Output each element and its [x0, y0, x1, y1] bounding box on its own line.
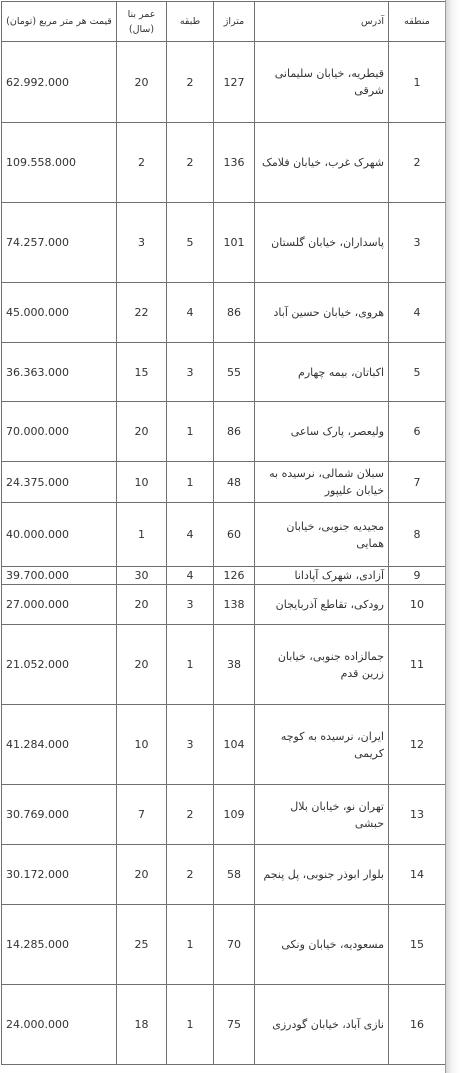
row-floor-cell: 1	[167, 905, 214, 985]
row-age-cell: 22	[117, 283, 167, 343]
row-age-cell: 7	[117, 785, 167, 845]
row-floor-cell: 1	[167, 625, 214, 705]
row-age-cell: 10	[117, 462, 167, 503]
row-floor-cell: 1	[167, 462, 214, 503]
row-region-cell: 12	[389, 705, 446, 785]
row-address-cell: سبلان شمالی، نرسیده به خیابان علیپور	[255, 462, 389, 503]
row-address-cell: پاسداران، خیابان گلستان	[255, 203, 389, 283]
table-row	[2, 845, 446, 905]
row-address-cell: اکباتان، بیمه چهارم	[255, 343, 389, 402]
row-region-cell: 6	[389, 402, 446, 462]
row-price-cell: 74.257.000	[2, 203, 117, 283]
row-floor-cell: 4	[167, 567, 214, 585]
table-row	[2, 905, 446, 985]
row-floor-cell: 2	[167, 785, 214, 845]
row-area-cell: 126	[214, 567, 255, 585]
table-row	[2, 283, 446, 343]
row-price-cell: 70.000.000	[2, 402, 117, 462]
row-address-cell: ایران، نرسیده به کوچه کریمی	[255, 705, 389, 785]
row-price-cell: 27.000.000	[2, 585, 117, 625]
row-region-cell: 13	[389, 785, 446, 845]
row-region-cell: 2	[389, 123, 446, 203]
row-region-cell: 1	[389, 42, 446, 123]
row-price-cell: 30.172.000	[2, 845, 117, 905]
row-area-cell: 55	[214, 343, 255, 402]
row-age-cell: 15	[117, 343, 167, 402]
row-area-cell: 109	[214, 785, 255, 845]
row-price-cell: 109.558.000	[2, 123, 117, 203]
row-address-cell: مجیدیه جنوبی، خیابان همایی	[255, 503, 389, 567]
header-row	[2, 2, 446, 42]
row-age-cell: 20	[117, 42, 167, 123]
row-address-cell: هروی، خیابان حسین آباد	[255, 283, 389, 343]
row-region-cell: 3	[389, 203, 446, 283]
row-region-cell: 15	[389, 905, 446, 985]
header-age: عمر بنا (سال)	[117, 2, 167, 42]
row-floor-cell: 3	[167, 343, 214, 402]
row-area-cell: 60	[214, 503, 255, 567]
row-age-cell: 20	[117, 402, 167, 462]
row-region-cell: 16	[389, 985, 446, 1065]
row-address-cell: نازی آباد، خیابان گودرزی	[255, 985, 389, 1065]
header-address: آدرس	[255, 2, 389, 42]
row-region-cell: 14	[389, 845, 446, 905]
row-age-cell: 30	[117, 567, 167, 585]
table-row	[2, 42, 446, 123]
row-age-cell: 3	[117, 203, 167, 283]
row-area-cell: 138	[214, 585, 255, 625]
table-row	[2, 402, 446, 462]
row-area-cell: 75	[214, 985, 255, 1065]
row-price-cell: 21.052.000	[2, 625, 117, 705]
row-address-cell: شهرک غرب، خیابان فلامک	[255, 123, 389, 203]
row-price-cell: 41.284.000	[2, 705, 117, 785]
row-age-cell: 2	[117, 123, 167, 203]
table-row	[2, 585, 446, 625]
row-floor-cell: 5	[167, 203, 214, 283]
row-region-cell: 8	[389, 503, 446, 567]
row-floor-cell: 4	[167, 283, 214, 343]
row-age-cell: 1	[117, 503, 167, 567]
row-floor-cell: 2	[167, 123, 214, 203]
row-region-cell: 7	[389, 462, 446, 503]
header-floor: طبقه	[167, 2, 214, 42]
row-region-cell: 11	[389, 625, 446, 705]
row-age-cell: 20	[117, 585, 167, 625]
table-row	[2, 503, 446, 567]
row-price-cell: 24.375.000	[2, 462, 117, 503]
row-region-cell: 9	[389, 567, 446, 585]
table-row	[2, 705, 446, 785]
row-address-cell: قیطریه، خیابان سلیمانی شرقی	[255, 42, 389, 123]
row-floor-cell: 4	[167, 503, 214, 567]
header-price: قیمت هر متر مربع (تومان)	[2, 2, 117, 42]
table-row	[2, 123, 446, 203]
row-price-cell: 36.363.000	[2, 343, 117, 402]
row-region-cell: 10	[389, 585, 446, 625]
table-row	[2, 567, 446, 585]
table-row	[2, 625, 446, 705]
table-row	[2, 462, 446, 503]
row-area-cell: 101	[214, 203, 255, 283]
row-area-cell: 136	[214, 123, 255, 203]
row-address-cell: جمالزاده جنوبی، خیابان زرین قدم	[255, 625, 389, 705]
row-region-cell: 4	[389, 283, 446, 343]
row-age-cell: 18	[117, 985, 167, 1065]
row-price-cell: 24.000.000	[2, 985, 117, 1065]
row-area-cell: 58	[214, 845, 255, 905]
row-floor-cell: 3	[167, 705, 214, 785]
row-age-cell: 20	[117, 625, 167, 705]
table-row	[2, 203, 446, 283]
row-price-cell: 30.769.000	[2, 785, 117, 845]
row-address-cell: ولیعصر، پارک ساعی	[255, 402, 389, 462]
row-address-cell: بلوار ابوذر جنوبی، پل پنجم	[255, 845, 389, 905]
table-row	[2, 785, 446, 845]
row-floor-cell: 2	[167, 845, 214, 905]
row-price-cell: 40.000.000	[2, 503, 117, 567]
row-price-cell: 62.992.000	[2, 42, 117, 123]
row-area-cell: 104	[214, 705, 255, 785]
row-floor-cell: 3	[167, 585, 214, 625]
table-row	[2, 343, 446, 402]
row-age-cell: 20	[117, 845, 167, 905]
row-age-cell: 10	[117, 705, 167, 785]
row-area-cell: 70	[214, 905, 255, 985]
row-age-cell: 25	[117, 905, 167, 985]
header-region: منطقه	[389, 2, 446, 42]
row-price-cell: 39.700.000	[2, 567, 117, 585]
row-area-cell: 86	[214, 402, 255, 462]
table-row	[2, 985, 446, 1065]
row-area-cell: 48	[214, 462, 255, 503]
row-area-cell: 127	[214, 42, 255, 123]
row-address-cell: رودکی، تقاطع آذربایجان	[255, 585, 389, 625]
row-area-cell: 86	[214, 283, 255, 343]
row-floor-cell: 2	[167, 42, 214, 123]
row-region-cell: 5	[389, 343, 446, 402]
row-address-cell: تهران نو، خیابان بلال حبشی	[255, 785, 389, 845]
row-floor-cell: 1	[167, 402, 214, 462]
apartment-price-table	[1, 1, 446, 1065]
page-edge-shadow	[446, 0, 460, 1073]
row-address-cell: مسعودیه، خیابان ونکی	[255, 905, 389, 985]
row-price-cell: 45.000.000	[2, 283, 117, 343]
row-address-cell: آزادی، شهرک آپادانا	[255, 567, 389, 585]
row-price-cell: 14.285.000	[2, 905, 117, 985]
row-floor-cell: 1	[167, 985, 214, 1065]
row-area-cell: 38	[214, 625, 255, 705]
header-area: متراژ	[214, 2, 255, 42]
